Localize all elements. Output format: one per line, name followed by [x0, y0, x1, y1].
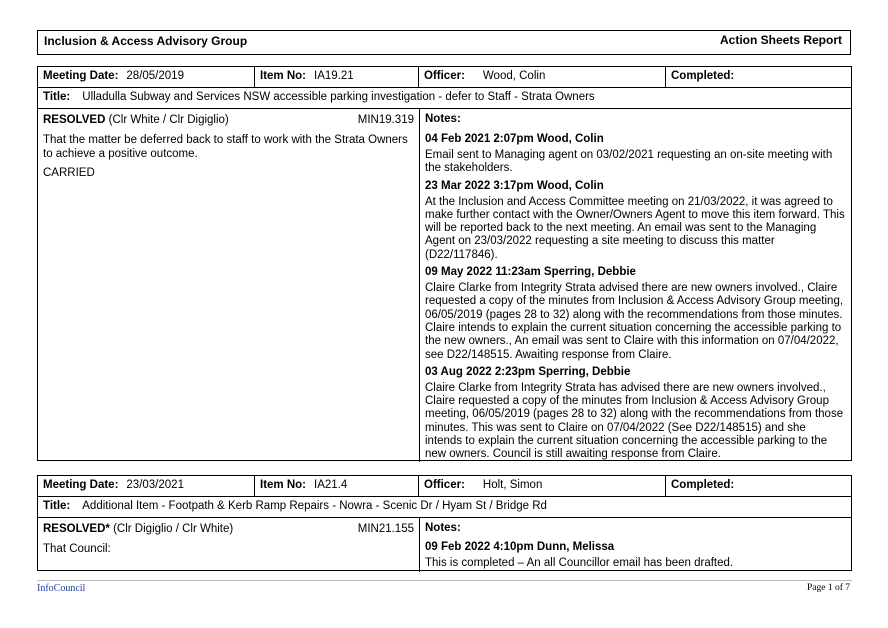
org-name: Inclusion & Access Advisory Group	[44, 34, 248, 48]
completed-cell	[665, 67, 851, 87]
meeting-date-value: 23/03/2021	[126, 479, 184, 491]
footer-divider	[37, 580, 852, 581]
item-no-label: Item No:	[260, 70, 306, 82]
item-title: Ulladulla Subway and Services NSW accessible parking investigation - defer to Staff - Strata Owners	[82, 91, 595, 103]
officer-cell	[418, 476, 665, 496]
note-text: Email sent to Managing agent on 03/02/2021 requesting an on-site meeting with the stakeholders.	[425, 149, 833, 175]
meeting-date-label: Meeting Date:	[43, 479, 119, 491]
footer-brand: InfoCouncil	[37, 583, 86, 594]
movers: (Clr Digiglio / Clr White)	[113, 523, 234, 535]
meeting-date-cell	[38, 67, 254, 87]
movers: (Clr White / Clr Digiglio)	[108, 114, 229, 126]
item-no-value: IA21.4	[314, 479, 348, 491]
resolution-outcome: CARRIED	[43, 167, 95, 179]
note-header: 03 Aug 2022 2:23pm Sperring, Debbie	[425, 365, 631, 378]
note-text: Claire Clarke from Integrity Strata advised there are new owners involved., Claire requested a copy of the minutes from Inclusion & Access Advisory Group meeting, 06/05/2019 (pages 28 to 32) along with the recommendations from those minutes. Claire intends to explain the current situation concerning the accessible parking to the new owners., An email was sent to Claire with this information on 07/04/2022, see D22/148515. Awaiting response from Claire.	[425, 282, 844, 361]
item-no-value: IA19.21	[314, 70, 354, 82]
officer-label: Officer:	[424, 479, 465, 491]
item-no-label: Item No:	[260, 479, 306, 491]
resolution-text: That Council:	[43, 543, 111, 555]
note-text: This is completed – An all Councillor email has been drafted.	[425, 557, 734, 569]
title-label: Title:	[43, 91, 71, 103]
min-number: MIN19.319	[357, 114, 414, 126]
item-no-cell	[254, 67, 418, 87]
resolution-panel	[38, 518, 419, 557]
note-header: 23 Mar 2022 3:17pm Wood, Colin	[425, 179, 604, 192]
officer-cell	[418, 67, 665, 87]
resolution-panel	[38, 109, 419, 181]
officer-value: Wood, Colin	[482, 70, 546, 82]
note-header: 09 Feb 2022 4:10pm Dunn, Melissa	[425, 541, 615, 553]
item-title-row	[38, 497, 851, 518]
note-header: 09 May 2022 11:23am Sperring, Debbie	[425, 266, 636, 279]
completed-label: Completed:	[671, 479, 735, 491]
resolved-label: RESOLVED	[43, 114, 106, 126]
meeting-date-value: 28/05/2019	[126, 70, 184, 82]
notes-heading: Notes:	[425, 522, 461, 534]
note-header: 04 Feb 2021 2:07pm Wood, Colin	[425, 133, 604, 145]
action-item	[37, 475, 852, 571]
report-header	[37, 30, 851, 55]
notes-panel	[419, 518, 851, 572]
meeting-date-cell	[38, 476, 254, 496]
note-text: At the Inclusion and Access Committee meeting on 21/03/2022, it was agreed to make further contact with the Owner/Owners Agent to move this item forward. This will be reported back to the next meeting. An email was sent to the Managing Agent on 23/03/2022 requesting a site meeting to discuss this matter (D22/117846).	[425, 195, 845, 261]
note-text: Claire Clarke from Integrity Strata has advised there are new owners involved., Claire requested a copy of the minutes from Inclusion & Access Advisory Group meeting, 06/05/2019 (pages 28 to 32) along with the recommendations from those minutes. This was sent to Claire on 07/04/2022 (See D22/148515) and she intends to explain the current situation concerning the accessible parking to the new owners. Council is still awaiting response from Claire.	[425, 381, 844, 461]
item-title-row	[38, 88, 851, 109]
item-title: Additional Item - Footpath & Kerb Ramp Repairs - Nowra - Scenic Dr / Hyam St / Bridge Rd	[82, 500, 547, 512]
resolved-label: RESOLVED*	[43, 523, 110, 535]
notes-panel	[419, 109, 851, 462]
title-label: Title:	[43, 500, 71, 512]
completed-cell	[665, 476, 851, 496]
item-meta-row	[38, 67, 851, 88]
action-item	[37, 66, 852, 461]
resolution-text: That the matter be deferred back to staff to work with the Strata Owners to achieve a positive outcome.	[43, 134, 408, 160]
item-body	[38, 518, 851, 572]
officer-label: Officer:	[424, 70, 465, 82]
completed-label: Completed:	[671, 70, 735, 82]
item-meta-row	[38, 476, 851, 497]
item-body	[38, 109, 851, 462]
item-no-cell	[254, 476, 418, 496]
min-number: MIN21.155	[357, 523, 414, 535]
report-title: Action Sheets Report	[719, 33, 842, 47]
page-number: Page 1 of 7	[806, 583, 850, 593]
officer-value: Holt, Simon	[482, 479, 543, 491]
meeting-date-label: Meeting Date:	[43, 70, 119, 82]
notes-heading: Notes:	[425, 113, 461, 125]
